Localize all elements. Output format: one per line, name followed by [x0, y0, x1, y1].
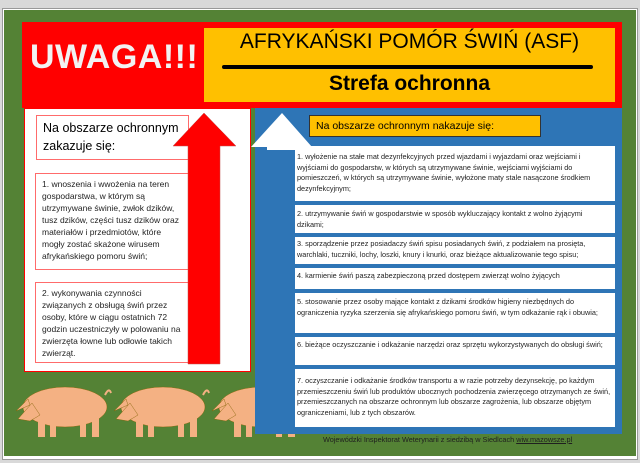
page-title: AFRYKAŃSKI POMÓR ŚWIŃ (ASF) [239, 30, 580, 53]
pig-icon [16, 387, 111, 437]
warning-heading: UWAGA!!! [30, 38, 199, 76]
red-arrow-up-icon [170, 110, 240, 366]
required-item: 4. karmienie świń paszą zabezpieczoną przed dostępem zwierząt wolno żyjących [297, 271, 560, 280]
divider [295, 333, 615, 337]
pig-icon [114, 387, 209, 437]
footer-link[interactable]: wiw.mazowsze.pl [516, 435, 573, 444]
required-item: 1. wyłożenie na stałe mat dezynfekcyjnych przed wjazdami i wyjazdami oraz wejściami i wyjściami do gospodarstw, w których są utrzymywane świnie, wejściami wyjściami do pomieszczeń, w których są utrzymywane świnie, wyłożone maty stale nasączone środkiem dezynfekcyjnym; [297, 152, 591, 193]
page-subtitle: Strefa ochronna [328, 72, 491, 95]
prohibited-item: 1. wnoszenia i wwożenia na teren gospodarstwa, w którym są utrzymywane świnie, zwłok dzików, tusz dzików, części tusz dzików oraz materiałów i przedmiotów, które mogły zostać skażone wirusem afrykańskiego pomoru świń; [35, 173, 189, 270]
divider [295, 365, 615, 369]
prohibited-title: Na obszarze ochronnym zakazuje się: [36, 115, 189, 160]
required-item: 3. sporządzenie przez posiadaczy świń spisu posiadanych świń, z podziałem na prosięta, warchlaki, tuczniki, lochy, loszki, knury i knurki, oraz bieżące aktualizowanie tego spisu; [297, 239, 586, 259]
divider [295, 233, 615, 237]
white-arrow-up-icon [250, 110, 314, 150]
required-item: 5. stosowanie przez osoby mające kontakt z dzikami środków higieny niezbędnych do ograniczenia ryzyka szerzenia się afrykańskiego pomoru świń, w tym odkażanie rąk i obuwia; [297, 297, 598, 317]
prohibited-item: 2. wykonywania czynności związanych z obsługą świń przez osoby, które w ciągu ostatnich 72 godzin uczestniczyły w polowaniu na zwierzęta łowne lub odłowie takich zwierząt. [35, 282, 189, 363]
required-item: 6. bieżące oczyszczanie i odkażanie narzędzi oraz sprzętu wykorzystywanych do obsługi świń; [297, 340, 603, 349]
divider [295, 289, 615, 293]
divider [295, 201, 615, 205]
title-divider [222, 65, 593, 69]
divider [295, 264, 615, 268]
footer-text: Wojewódzki Inspektorat Weterynarii z siedzibą w Siedlcach [323, 435, 517, 444]
required-item: 2. utrzymywanie świń w gospodarstwie w sposób wykluczający kontakt z wolno żyjącymi dzikami; [297, 209, 583, 229]
required-item: 7. oczyszczanie i odkażanie środków transportu a w razie potrzeby dezynsekcję, po każdym przemieszczeniu świń lub produktów ubocznych pochodzenia zwierzęcego otrzymanych ze świń, przemieszczanych na obszarze ochronnym lub obszarze zagrożenia, lub obszarze objętym ograniczeniami, lub z tych obszarów. [297, 376, 611, 417]
footer [323, 435, 572, 444]
required-title: Na obszarze ochronnym nakazuje się: [309, 115, 541, 137]
